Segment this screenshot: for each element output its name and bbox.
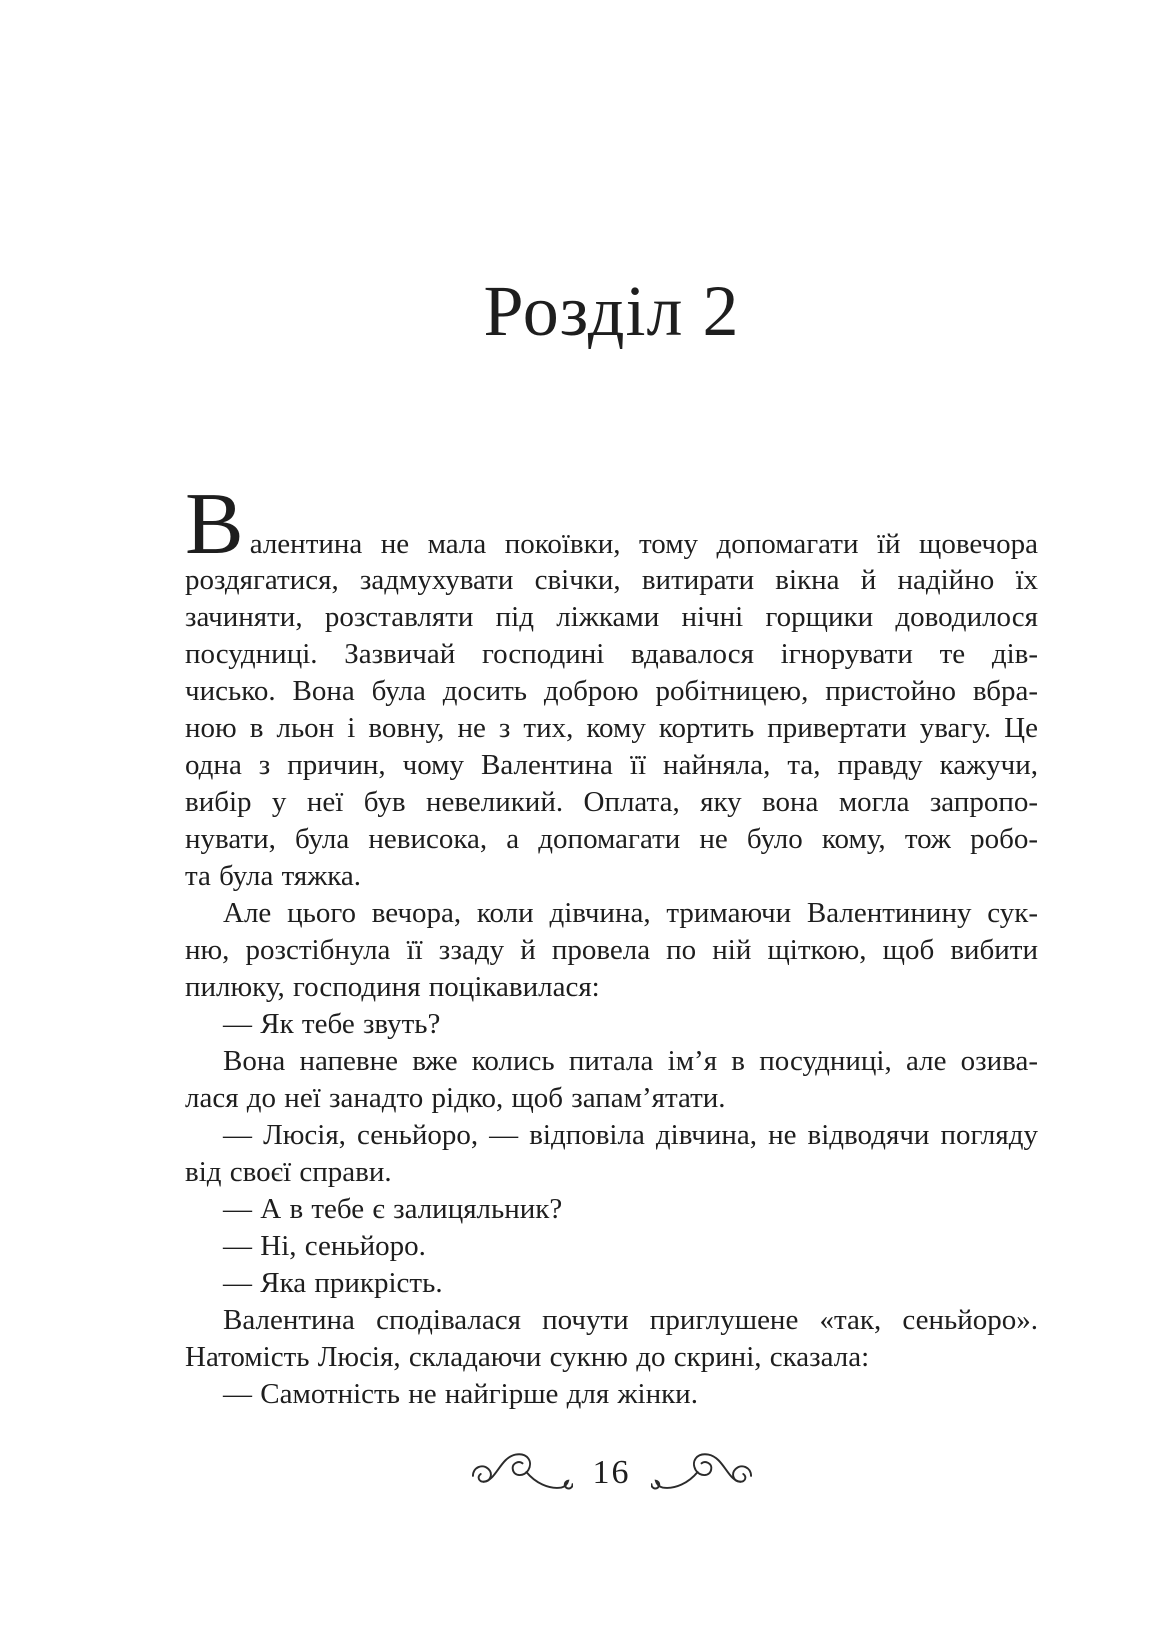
page-number: 16 (592, 1454, 631, 1491)
page-footer (185, 1446, 1038, 1500)
paragraph (185, 1043, 1038, 1117)
chapter-title: Розділ 2 (483, 271, 740, 351)
paragraph-line: та була тяжка. (185, 860, 362, 892)
paragraph-line: — Ні, сеньйоро. (223, 1230, 426, 1262)
paragraph-line: вибір у неї був невеликий. Оплата, яку вона могла запропо- (185, 786, 1038, 818)
paragraph-line: Але цього вечора, коли дівчина, тримаючи Валентинину сук- (223, 897, 1038, 929)
paragraph-line: лася до неї занадто рідко, щоб запам’ятати. (185, 1082, 726, 1114)
body-text (185, 476, 1038, 1413)
paragraph (185, 1302, 1038, 1376)
paragraph-line: Натомість Люсія, складаючи сукню до скрині, сказала: (185, 1341, 870, 1373)
paragraph (185, 1265, 1038, 1302)
paragraph-line: одна з причин, чому Валентина її найняла, та, правду кажучи, (185, 749, 1038, 781)
paragraph-line: нувати, була невисока, а допомагати не було кому, тож робо- (185, 823, 1038, 855)
paragraph-line: — Як тебе звуть? (223, 1008, 441, 1040)
paragraph (185, 476, 1038, 895)
raised-initial-cap: В (185, 476, 250, 573)
paragraph-line: Валентина сподівалася почути приглушене «так, сеньйоро». (223, 1304, 1038, 1336)
paragraph-line: ною в льон і вовну, не з тих, кому кортить привертати увагу. Це (185, 712, 1038, 744)
paragraph (185, 1191, 1038, 1228)
paragraph-line: Валентина не мала покоївки, тому допомагати їй щовечора (185, 476, 1038, 573)
paragraph-line: роздягатися, задмухувати свічки, витирати вікна й надійно їх (185, 564, 1038, 596)
paragraph-line: Вона напевне вже колись питала ім’я в посудниці, але озива- (223, 1045, 1038, 1077)
paragraph (185, 895, 1038, 1006)
paragraph-line: — Яка прикрість. (223, 1267, 443, 1299)
paragraph (185, 1228, 1038, 1265)
paragraph (185, 1376, 1038, 1413)
paragraph (185, 1117, 1038, 1191)
paragraph-line: — Люсія, сеньйоро, — відповіла дівчина, не відводячи погляду (223, 1119, 1038, 1151)
paragraph-line: чисько. Вона була досить доброю робітницею, пристойно вбра- (185, 675, 1038, 707)
paragraph-line: від своєї справи. (185, 1156, 392, 1188)
paragraph-line: ню, розстібнула її ззаду й провела по ній щіткою, щоб вибити (185, 934, 1038, 966)
paragraph-line: — Самотність не найгірше для жінки. (223, 1378, 698, 1410)
paragraph (185, 1006, 1038, 1043)
paragraph-line: зачиняти, розставляти під ліжками нічні горщики доводилося (185, 601, 1038, 633)
flourish-left-icon (471, 1447, 573, 1499)
paragraph-line: — А в тебе є залицяльник? (223, 1193, 563, 1225)
paragraph-line: посудниці. Зазвичай господині вдавалося ігнорувати те дів- (185, 638, 1038, 670)
flourish-right-icon (651, 1447, 753, 1499)
paragraph-line: пилюку, господиня поцікавилася: (185, 971, 600, 1003)
